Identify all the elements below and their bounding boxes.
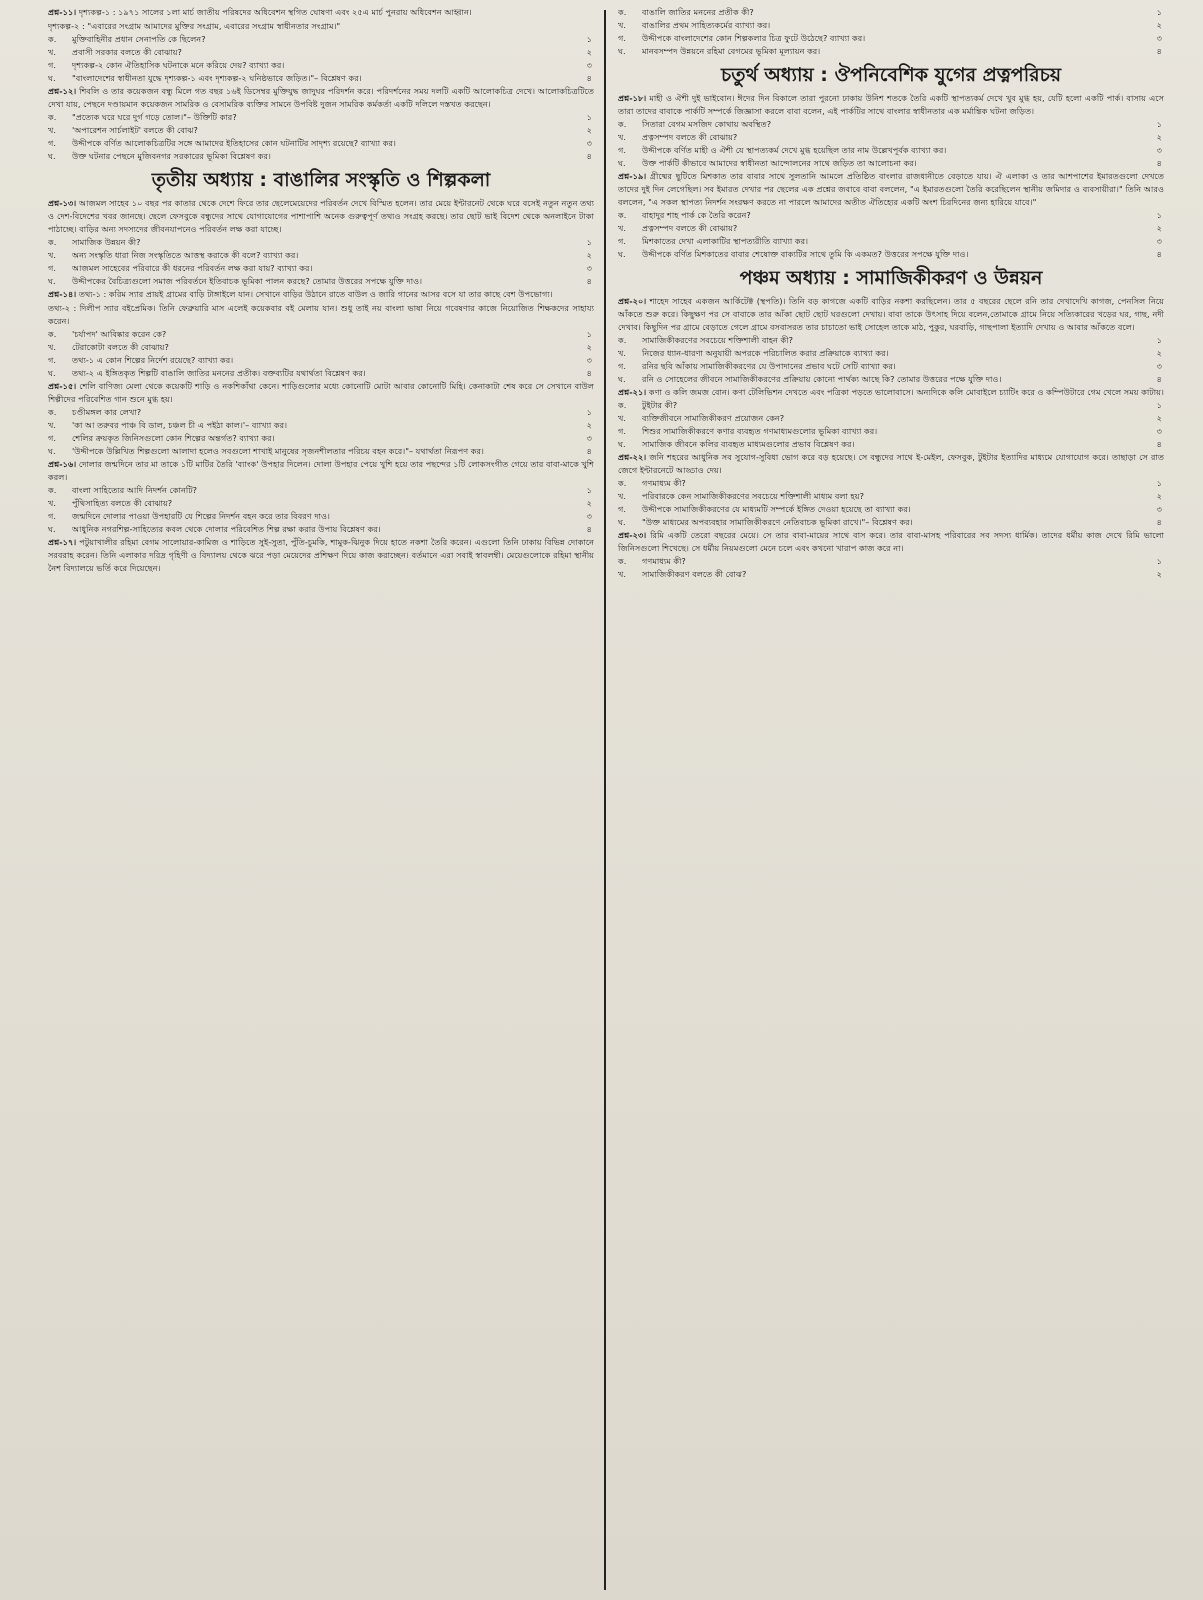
sub-question-marks: ১	[1156, 119, 1162, 129]
sub-question-prefix: ঘ.	[48, 446, 56, 456]
question-block	[48, 6, 594, 85]
sub-question	[618, 209, 1164, 222]
sub-question-marks: ৪	[1156, 439, 1162, 449]
sub-question-text: নিজের ধ্যান-ধারণা অনুযায়ী অপরকে পরিচালিত করার প্রক্রিয়াকে ব্যাখ্যা কর।	[642, 348, 889, 358]
question-label: প্রশ্ন-২৩।	[618, 530, 647, 540]
sub-question-text: আজমল সাহেবের পরিবারে কী ধরনের পরিবর্তন লক্ষ করা যায়? ব্যাখ্যা কর।	[72, 263, 313, 273]
sub-question	[48, 59, 594, 72]
sub-question-marks: ২	[586, 250, 592, 260]
sub-question-prefix: খ.	[48, 342, 56, 352]
sub-question-prefix: ক.	[48, 407, 57, 417]
sub-question-marks: ৩	[586, 355, 592, 365]
sub-question	[48, 111, 594, 124]
sub-question-text: "বাংলাদেশের স্বাধীনতা যুদ্ধে দৃশ্যকল্প-১ এবং দৃশ্যকল্প-২ ঘনিষ্ঠভাবে জড়িত।"– বিশ্লেষণ কর।	[72, 73, 362, 83]
sub-question-marks: ৩	[586, 433, 592, 443]
question-stem	[48, 536, 594, 575]
sub-question	[618, 235, 1164, 248]
sub-question-prefix: খ.	[618, 569, 626, 579]
sub-question-prefix: ঘ.	[618, 374, 626, 384]
sub-question-prefix: গ.	[48, 433, 56, 443]
question-label: প্রশ্ন-২১।	[618, 387, 647, 397]
sub-question-text: তথ্য-১ এ কোন শিল্পের নির্দেশ রয়েছে? ব্যাখ্যা কর।	[72, 355, 234, 365]
sub-question-text: শিশুর সামাজিকীকরণে কণার ব্যবহৃত গণমাধ্যমগুলোর ভূমিকা ব্যাখ্যা কর।	[642, 426, 878, 436]
question-label: প্রশ্ন-১১।	[48, 7, 77, 17]
chapter-heading: তৃতীয় অধ্যায় : বাঙালির সংস্কৃতি ও শিল্পকলা	[151, 169, 491, 191]
sub-question-marks: ৩	[1156, 145, 1162, 155]
sub-question-prefix: গ.	[48, 138, 56, 148]
sub-question	[48, 137, 594, 150]
question-stem	[618, 170, 1164, 209]
sub-question	[48, 249, 594, 262]
sub-question	[618, 399, 1164, 412]
sub-question-text: গণমাধ্যম কী?	[642, 556, 686, 566]
sub-question	[48, 419, 594, 432]
sub-question-prefix: গ.	[618, 361, 626, 371]
sub-question	[48, 236, 594, 249]
question-stem	[48, 20, 594, 33]
sub-question-text: উদ্দীপকে বর্ণিত মাহী ও ঐশী যে স্থাপত্যকর্ম দেখে মুগ্ধ হয়েছিল তার নাম উল্লেখপূর্বক ব্যাখ্যা কর।	[642, 145, 947, 155]
sub-question-text: সামাজিক জীবনে কলির ব্যবহৃত মাধ্যমগুলোর প্রভাব বিশ্লেষণ কর।	[642, 439, 855, 449]
sub-question	[618, 425, 1164, 438]
sub-question-marks: ১	[586, 329, 592, 339]
sub-question	[618, 144, 1164, 157]
stem-text: কণা ও কলি জমজ বোন। কণা টেলিভিশন দেখতে এবং পত্রিকা পড়তে ভালোবাসে। অন্যদিকে কলি মোবাইলে চ্যাটিং করে ও কম্পিউটারে গেম খেলে সময় কাটায়।	[648, 387, 1164, 397]
stem-text: আজমল সাহেব ১০ বছর পর কাতার থেকে দেশে ফিরে তার ছেলেমেয়েদের পরিবর্তন দেখে বিস্মিত হলেন। তার মেয়ে ইন্টারনেট থেকে ঘরে বসেই নতুন নতুন তথ্য ও দেশ-বিদেশের খবর জানছে। ছেলে ফেসবুকে বন্ধুদের সাথে যোগাযোগের পাশাপাশি অনেক গুরুত্বপূর্ণ তথ্যও সংগ্রহ করছে। তার ছোট ভাই বিদেশ থেকে অনলাইনে টাকা পাঠাচ্ছে। বাড়ির অন্য সদস্যদের জীবনযাপনেও পরিবর্তন লক্ষ করা যাচ্ছে।	[48, 198, 594, 234]
sub-question-marks: ১	[586, 485, 592, 495]
stem-text: মাহী ও ঐশী দুই ভাইবোন। ঈদের দিন বিকালে তারা পুরনো ঢাকায় উনিশ শতকে তৈরি একটি স্থাপত্যকর্ম দেখে খুব মুগ্ধ হয়, যেটি হলো একটি পার্ক। বাসায় এসে তারা তাদের বাবাকে পার্কটি সম্পর্কে জিজ্ঞাসা করলে বাবা বলেন, এই পার্কটির সাথে বাংলার স্বাধীনতার এক মর্মান্তিক ঘটনা জড়িত।	[618, 93, 1164, 116]
stem-text: শিবলি ও তার কয়েকজন বন্ধু মিলে গত বছর ১৬ই ডিসেম্বর মুক্তিযুদ্ধ জাদুঘর পরিদর্শন করে। পরিদর্শনের সময় দলটি একটি আলোকচিত্র দেখে। আলোকচিত্রটিতে দেখা যায়, পেছনে দণ্ডায়মান কয়েকজন সামরিক ও বেসামরিক ব্যক্তির সামনে উপবিষ্ট দুজন সামরিক কর্মকর্তা একটি দলিলে দস্তখত করছেন।	[48, 86, 594, 109]
sub-question	[48, 484, 594, 497]
sub-question-marks: ৩	[1156, 504, 1162, 514]
sub-question	[48, 124, 594, 137]
sub-question-text: মিশকাতের দেখা এলাকাটির স্থাপত্যরীতি ব্যাখ্যা কর।	[642, 236, 809, 246]
stem-text: জনি শহরের আধুনিক সব সুযোগ-সুবিধা ভোগ করে বড় হয়েছে। সে বন্ধুদের সাথে ই-মেইল, ফেসবুক, টুইটার ইত্যাদির মাধ্যমে যোগাযোগ করে। তাছাড়া সে রাত জেগে ইন্টারনেটে আড্ডাও দেয়।	[618, 452, 1164, 475]
sub-question-text: জন্মদিনে দোলার পাওয়া উপহারটি যে শিল্পের নিদর্শন বহন করে তার বিবরণ দাও।	[72, 511, 330, 521]
sub-question-text: পরিবারকে কেন সামাজিকীকরণের সবচেয়ে শক্তিশালী মাধ্যম বলা হয়?	[642, 491, 864, 501]
sub-question-marks: ৩	[586, 263, 592, 273]
stem-text: দোলার জন্মদিনে তার মা তাকে ১টি মাটির তৈরি 'ব্যাংক' উপহার দিলেন। দোলা উপহার পেয়ে খুশি হয়ে তার পছন্দের ১টি লোকসংগীত গেয়ে তার বাবা-মাকে খুশি করল।	[48, 459, 594, 482]
question-stem	[618, 92, 1164, 118]
sub-question-text: 'অপারেশন সার্চলাইট' বলতে কী বোঝ?	[72, 125, 198, 135]
sub-question-marks: ১	[1156, 478, 1162, 488]
sub-question-marks: ৪	[1156, 158, 1162, 168]
sub-question-text: প্রত্নসম্পদ বলতে কী বোঝায়?	[642, 132, 738, 142]
sub-question-prefix: ঘ.	[48, 151, 56, 161]
sub-question-text: উক্ত পার্কটি কীভাবে আমাদের স্বাধীনতা আন্দোলনের সাথে জড়িত তা আলোচনা কর।	[642, 158, 917, 168]
sub-question-text: ব্যক্তিজীবনে সামাজিকীকরণ প্রয়োজন কেন?	[642, 413, 785, 423]
sub-question-text: বাঙালির প্রথম সাহিত্যকর্মের ব্যাখ্যা কর।	[642, 20, 771, 30]
sub-question-marks: ১	[1156, 335, 1162, 345]
sub-question-marks: ৪	[1156, 46, 1162, 56]
sub-question-text: বাংলা সাহিত্যের আদি নিদর্শন কোনটি?	[72, 485, 197, 495]
sub-question	[48, 354, 594, 367]
sub-question	[618, 32, 1164, 45]
sub-question-marks: ৪	[1156, 374, 1162, 384]
sub-question-marks: ২	[1156, 413, 1162, 423]
question-block	[618, 386, 1164, 451]
sub-question-prefix: খ.	[618, 413, 626, 423]
question-stem	[618, 529, 1164, 555]
sub-question-text: টুইটার কী?	[642, 400, 678, 410]
sub-question-marks: ৪	[586, 151, 592, 161]
sub-question	[618, 334, 1164, 347]
sub-question-prefix: ক.	[618, 556, 627, 566]
question-stem	[48, 302, 594, 328]
question-block	[618, 451, 1164, 529]
sub-question-text: মুক্তিবাহিনীর প্রধান সেনাপতি কে ছিলেন?	[72, 34, 206, 44]
sub-question-prefix: গ.	[618, 145, 626, 155]
sub-question	[48, 341, 594, 354]
sub-question-marks: ২	[1156, 491, 1162, 501]
sub-question-marks: ২	[586, 498, 592, 508]
question-label: প্রশ্ন-২২।	[618, 452, 647, 462]
sub-question-prefix: খ.	[618, 132, 626, 142]
sub-question-prefix: ক.	[618, 210, 627, 220]
sub-question-prefix: খ.	[618, 491, 626, 501]
stem-text: তথ্য-২ : দিলীপ স্যার বইপ্রেমিক। তিনি ফেব্রুয়ারি মাস এলেই কয়েকবার বই মেলায় যান। শুধু তাই নয় বাংলা ভাষা নিয়ে গবেষণার কাজে নিয়োজিত শিক্ষকদের সাহায্য করেন।	[48, 303, 594, 326]
sub-question	[618, 503, 1164, 516]
sub-question-marks: ৩	[1156, 236, 1162, 246]
sub-question-prefix: ঘ.	[48, 73, 56, 83]
sub-question-marks: ৪	[586, 446, 592, 456]
sub-question-prefix: গ.	[618, 33, 626, 43]
sub-question	[618, 360, 1164, 373]
stem-text: দৃশ্যকল্প-২ : "এবারের সংগ্রাম আমাদের মুক্তির সংগ্রাম, এবারের সংগ্রাম স্বাধীনতার সংগ্রাম।"	[48, 21, 341, 31]
sub-question-text: "উক্ত মাধ্যমের অপব্যবহার সামাজিকীকরণে নেতিবাচক ভূমিকা রাখে।"– বিশ্লেষণ কর।	[642, 517, 913, 527]
sub-question	[618, 19, 1164, 32]
sub-question-text: 'কা আ তরুবর পাঞ্চ বি ডাল, চঞ্চল চী এ পইঠা কাল।'– ব্যাখ্যা কর।	[72, 420, 288, 430]
sub-question-text: আধুনিক নগরশিল্প-সাহিত্যের কবল থেকে দোলার পরিবেশিত শিল্প রক্ষা করার উপায় বিশ্লেষণ কর।	[72, 524, 381, 534]
sub-question-prefix: খ.	[618, 223, 626, 233]
sub-question-marks: ৩	[586, 138, 592, 148]
sub-question	[618, 118, 1164, 131]
sub-question-text: শেলির ক্রয়কৃত জিনিসগুলো কোন শিল্পের অন্তর্গত? ব্যাখ্যা কর।	[72, 433, 275, 443]
question-block	[618, 6, 1164, 58]
sub-question-text: প্রবাসী সরকার বলতে কী বোঝায়?	[72, 47, 182, 57]
sub-question-text: টেরাকোটা বলতে কী বোঝায়?	[72, 342, 169, 352]
sub-question-prefix: খ.	[48, 498, 56, 508]
sub-question-marks: ১	[586, 112, 592, 122]
left-column	[48, 6, 604, 1600]
sub-question-marks: ২	[586, 342, 592, 352]
chapter-heading: পঞ্চম অধ্যায় : সামাজিকীকরণ ও উন্নয়ন	[739, 267, 1043, 289]
sub-question	[48, 497, 594, 510]
sub-question-marks: ৩	[1156, 33, 1162, 43]
sub-question-marks: ১	[1156, 556, 1162, 566]
sub-question-marks: ২	[1156, 348, 1162, 358]
sub-question-prefix: খ.	[48, 125, 56, 135]
sub-question-text: উদ্দীপকে বর্ণিত মিশকাতের বাবার শেষোক্ত বাক্যটির সাথে তুমি কি একমত? উত্তরের সপক্ষে যুক্তি দাও।	[642, 249, 969, 259]
question-label: প্রশ্ন-১৬।	[48, 459, 77, 469]
stem-text: তথ্য-১ : করিম স্যার প্রায়ই গ্রামের বাড়ি টাঙ্গাইলে যান। সেখানে বাড়ির উঠানে রাতে বাউল ও জারি গানের আসর বসে যা তার কাছে বেশ উপভোগ্য।	[78, 289, 553, 299]
question-stem	[48, 6, 594, 19]
sub-question	[48, 328, 594, 341]
sub-question-prefix: খ.	[48, 250, 56, 260]
question-label: প্রশ্ন-১৮।	[618, 93, 647, 103]
question-label: প্রশ্ন-১৭।	[48, 537, 77, 547]
question-block	[618, 295, 1164, 386]
sub-question	[48, 46, 594, 59]
question-stem	[48, 288, 594, 301]
sub-question	[618, 6, 1164, 19]
sub-question	[618, 45, 1164, 58]
question-block	[618, 170, 1164, 261]
sub-question-text: চণ্ডীমঙ্গল কার লেখা?	[72, 407, 142, 417]
sub-question-prefix: ক.	[48, 34, 57, 44]
sub-question-prefix: ঘ.	[618, 158, 626, 168]
sub-question-prefix: ঘ.	[618, 46, 626, 56]
sub-question-text: মানবসম্পদ উন্নয়নে রহিমা বেগমের ভূমিকা মূল্যায়ন কর।	[642, 46, 821, 56]
sub-question-prefix: ক.	[48, 485, 57, 495]
sub-question-marks: ২	[1156, 569, 1162, 579]
question-stem	[48, 380, 594, 406]
sub-question-marks: ৩	[586, 60, 592, 70]
sub-question-prefix: ঘ.	[618, 249, 626, 259]
sub-question-marks: ৪	[586, 73, 592, 83]
sub-question-marks: ১	[1156, 400, 1162, 410]
sub-question-prefix: গ.	[618, 426, 626, 436]
question-stem	[48, 85, 594, 111]
sub-question-marks: ৩	[1156, 361, 1162, 371]
sub-question-text: উক্ত ঘটনার পেছনে মুজিবনগর সরকারের ভূমিকা বিশ্লেষণ কর।	[72, 151, 271, 161]
sub-question	[618, 248, 1164, 261]
sub-question	[48, 367, 594, 380]
sub-question-marks: ১	[586, 407, 592, 417]
sub-question	[618, 555, 1164, 568]
sub-question-prefix: ক.	[48, 237, 57, 247]
question-label: প্রশ্ন-১৫।	[48, 381, 77, 391]
sub-question-text: গণমাধ্যম কী?	[642, 478, 686, 488]
sub-question-text: প্রত্নসম্পদ বলতে কী বোঝায়?	[642, 223, 738, 233]
sub-question	[48, 432, 594, 445]
sub-question-marks: ৩	[586, 511, 592, 521]
sub-question-prefix: ঘ.	[48, 368, 56, 378]
sub-question-text: উদ্দীপকে সামাজিকীকরণের যে মাধ্যমটি সম্পর্কে ইঙ্গিত দেওয়া হয়েছে তা ব্যাখ্যা কর।	[642, 504, 911, 514]
sub-question-marks: ২	[1156, 132, 1162, 142]
sub-question-marks: ৪	[586, 524, 592, 534]
sub-question-text: সামাজিকীকরণ বলতে কী বোঝ?	[642, 569, 747, 579]
sub-question	[48, 523, 594, 536]
sub-question-text: উদ্দীপকে বর্ণিত আলোকচিত্রটির সঙ্গে আমাদের ইতিহাসের কোন ঘটনাটির সাদৃশ্য রয়েছে? ব্যাখ্যা কর।	[72, 138, 396, 148]
sub-question-prefix: গ.	[618, 504, 626, 514]
sub-question-marks: ২	[586, 47, 592, 57]
sub-question-prefix: ঘ.	[618, 517, 626, 527]
sub-question-prefix: ক.	[618, 335, 627, 345]
sub-question-prefix: গ.	[618, 236, 626, 246]
sub-question-text: দৃশ্যকল্প-২ কোন ঐতিহাসিক ঘটনাকে মনে করিয়ে দেয়? ব্যাখ্যা কর।	[72, 60, 285, 70]
sub-question-marks: ১	[1156, 7, 1162, 17]
sub-question	[618, 412, 1164, 425]
sub-question-text: পুঁথিসাহিত্য বলতে কী বোঝায়?	[72, 498, 173, 508]
sub-question-marks: ৪	[1156, 249, 1162, 259]
sub-question	[618, 438, 1164, 451]
sub-question	[48, 445, 594, 458]
sub-question-prefix: ঘ.	[618, 439, 626, 449]
sub-question-prefix: গ.	[48, 511, 56, 521]
sub-question-prefix: ঘ.	[48, 524, 56, 534]
sub-question-text: অন্য সংস্কৃতি ধারা নিজ সংস্কৃতিতে আত্তস্থ করাকে কী বলে? ব্যাখ্যা কর।	[72, 250, 299, 260]
sub-question-prefix: গ.	[48, 263, 56, 273]
sub-question-text: সামাজিকীকরণের সবচেয়ে শক্তিশালী বাহন কী?	[642, 335, 793, 345]
sub-question-marks: ৪	[586, 368, 592, 378]
sub-question-prefix: খ.	[48, 420, 56, 430]
sub-question	[618, 347, 1164, 360]
sub-question-marks: ২	[586, 125, 592, 135]
question-stem	[618, 295, 1164, 334]
sub-question	[48, 406, 594, 419]
sub-question-prefix: খ.	[48, 47, 56, 57]
sub-question-prefix: গ.	[48, 355, 56, 365]
sub-question-marks: ৪	[586, 276, 592, 286]
question-stem	[618, 386, 1164, 399]
question-label: প্রশ্ন-১৯।	[618, 171, 647, 181]
stem-text: রিমি একটি তেরো বছরের মেয়ে। সে তার বাবা-মায়ের সাথে বাস করে। তার বাবা-মাসহ পরিবারের সব সদস্য ধার্মিক। তাদের ধর্মীয় কাজ দেখে রিমি ভালো জিনিসগুলো শিখেছে। সে ধর্মীয় নিয়মগুলো মেনে চলে এবং কখনো খারাপ কাজ করে না।	[618, 530, 1164, 553]
question-label: প্রশ্ন-১৪।	[48, 289, 77, 299]
sub-question-text: 'চর্যাপদ' আবিষ্কার করেন কে?	[72, 329, 167, 339]
right-column	[606, 6, 1164, 1600]
sub-question-prefix: ক.	[618, 119, 627, 129]
question-block	[618, 529, 1164, 581]
sub-question	[618, 477, 1164, 490]
sub-question-prefix: ক.	[618, 478, 627, 488]
sub-question-marks: ২	[1156, 20, 1162, 30]
sub-question-text: উদ্দীপকে বাংলাদেশের কোন শিল্পকলার চিত্র ফুটে উঠেছে? ব্যাখ্যা কর।	[642, 33, 866, 43]
sub-question	[48, 262, 594, 275]
sub-question-text: 'উদ্দীপকে উল্লিখিত শিল্পগুলো আলাদা হলেও সবগুলো শাখাই মানুষের সৃজনশীলতার পরিচয় বহন করে।"– যথার্থতা নিরূপণ কর।	[72, 446, 484, 456]
sub-question-text: "প্রত্যেক ঘরে ঘরে দুর্গ গড়ে তোল।"– উক্তিটি কার?	[72, 112, 237, 122]
question-stem	[48, 197, 594, 236]
sub-question-text: বাহাদুর শাহ পার্ক কে তৈরি করেন?	[642, 210, 751, 220]
question-block	[48, 536, 594, 575]
sub-question	[618, 373, 1164, 386]
sub-question-marks: ৩	[1156, 426, 1162, 436]
sub-question-marks: ২	[586, 420, 592, 430]
chapter-heading: চতুর্থ অধ্যায় : ঔপনিবেশিক যুগের প্রত্নপরিচয়	[720, 64, 1062, 86]
sub-question	[618, 131, 1164, 144]
sub-question-prefix: ক.	[48, 329, 57, 339]
sub-question	[618, 490, 1164, 503]
sub-question-marks: ৪	[1156, 517, 1162, 527]
stem-text: শাহেদ সাহেব একজন আর্কিটেক্ট (স্থপতি)। তিনি বড় কাগজে একটি বাড়ির নকশা করছিলেন। তার ৫ বছরের ছেলে রনি তার দেখাদেখি কাগজ, পেনসিল নিয়ে আঁকতে শুরু করে। কিছুক্ষণ পর সে বাবাকে তার আঁকা ছোট ছোট ঘরগুলো দেখায়। বাবা তাকে উৎসাহ দিয়ে বলেন,তোমাকে গ্রামে নিয়ে সত্যিকারের খড়ের ঘর, গাছ, নদী দেখাব। কিছুদিন পর গ্রামে বেড়াতে গেলে গ্রামে বসবাসরত তার চাচাতো ভাই সোহেল তাকে মাঠ, পুকুর, ঘরবাড়ি, গাছপালা ইত্যাদি দেখায় ও আবার আঁকতে বলে।	[618, 296, 1164, 332]
sub-question-prefix: ক.	[618, 400, 627, 410]
sub-question-text: সামাজিক উন্নয়ন কী?	[72, 237, 141, 247]
sub-question	[48, 72, 594, 85]
sub-question	[618, 157, 1164, 170]
question-label: প্রশ্ন-১৩।	[48, 198, 77, 208]
question-block	[618, 92, 1164, 170]
sub-question	[48, 33, 594, 46]
question-block	[48, 380, 594, 458]
sub-question-text: সিতারা বেগম মসজিদ কোথায় অবস্থিত?	[642, 119, 772, 129]
question-block	[48, 197, 594, 288]
sub-question	[618, 516, 1164, 529]
sub-question-marks: ১	[1156, 210, 1162, 220]
sub-question-prefix: খ.	[618, 348, 626, 358]
sub-question-text: উদ্দীপকের বৈচিত্র্যগুলো সমাজ পরিবর্তনে ইতিবাচক ভূমিকা পালন করছে? তোমার উত্তরের সপক্ষে যুক্তি দাও।	[72, 276, 423, 286]
sub-question	[618, 568, 1164, 581]
question-label: প্রশ্ন-১২।	[48, 86, 77, 96]
sub-question-prefix: গ.	[48, 60, 56, 70]
sub-question-text: তথ্য-২ এ ইঙ্গিতকৃত শিল্পটি বাঙালি জাতির মননের প্রতীক। বক্তব্যটির যথার্থতা বিশ্লেষণ কর।	[72, 368, 366, 378]
sub-question-prefix: খ.	[618, 20, 626, 30]
question-stem	[618, 451, 1164, 477]
question-stem	[48, 458, 594, 484]
stem-text: পটুয়াখালীর রহিমা বেগম সালোয়ার-কামিজ ও শাড়িতে সুই-সুতা, পুঁতি-চুমকি, শামুক-ঝিনুক দিয়ে হাতে নকশা তৈরি করেন। এগুলো তিনি ঢাকায় বিভিন্ন দোকানে সরবরাহ করেন। তিনি এলাকার দরিদ্র গৃহিণী ও বিদ্যালয় থেকে ঝরে পড়া মেয়েদের প্রশিক্ষণ দিয়ে কাজ করাচ্ছেন। বর্তমানে এরা সবাই স্বাবলম্বী। মেয়েগুলোকে রহিমা স্থানীয় নৈশ বিদ্যালয়ে ভর্তি করে দিয়েছেন।	[48, 537, 594, 573]
question-block	[48, 85, 594, 163]
sub-question-text: রনির ছবি আঁকায় সামাজিকীকরণের যে উপাদানের প্রভাব ঘটে সেটি ব্যাখ্যা কর।	[642, 361, 896, 371]
question-block	[48, 458, 594, 536]
stem-text: দৃশ্যকল্প-১ : ১৯৭১ সালের ১লা মার্চ জাতীয় পরিষদের অধিবেশন স্থগিত ঘোষণা এবং ২৫এ মার্চ পুনরায় অধিবেশন আহ্বান।	[78, 7, 472, 17]
stem-text: গ্রীষ্মের ছুটিতে মিশকাত তার বাবার সাথে সুলতানি আমলে প্রতিষ্ঠিত বাংলার রাজধানীতে বেড়াতে যায়। ঐ এলাকা ও তার আশপাশের ইমারতগুলো দেখতে তাদের দুই দিন লেগেছিল। সব ইমারত দেখার পর ছেলের এক প্রশ্নের জবাবে বাবা বললেন, "এ ইমারতগুলো তৈরি করেছিলেন স্থানীয় জমিদার ও ব্যবসায়ীরা।" তিনি আরও বললেন, "এ সকল স্থাপত্য নিদর্শন সংরক্ষণ করতে না পারলে আমাদের অতীত ঐতিহ্যের একটি অংশ চিরদিনের জন্য হারিয়ে যাবে।"	[618, 171, 1164, 207]
sub-question-prefix: ক.	[48, 112, 57, 122]
stem-text: শেলি বাণিজ্য মেলা থেকে কয়েকটি শাড়ি ও নকশিকাঁথা কেনে। শাড়িগুলোর মধ্যে কোনোটি মোটা আবার কোনোটি মিহি। কেনাকাটা শেষ করে সে সেখানে বাউল শিল্পীদের পরিবেশিত গান শুনে মুগ্ধ হয়।	[48, 381, 594, 404]
sub-question	[48, 150, 594, 163]
question-label: প্রশ্ন-২০।	[618, 296, 647, 306]
sub-question-prefix: ঘ.	[48, 276, 56, 286]
sub-question-marks: ১	[586, 237, 592, 247]
sub-question-text: বাঙালি জাতির মননের প্রতীক কী?	[642, 7, 754, 17]
sub-question	[618, 222, 1164, 235]
sub-question	[48, 275, 594, 288]
sub-question-marks: ১	[586, 34, 592, 44]
sub-question	[48, 510, 594, 523]
sub-question-prefix: ক.	[618, 7, 627, 17]
question-block	[48, 288, 594, 380]
sub-question-marks: ২	[1156, 223, 1162, 233]
sub-question-text: রনি ও সোহেলের জীবনে সামাজিকীকরণের প্রক্রিয়ায় কোনো পার্থক্য আছে কি? তোমার উত্তরের পক্ষে যুক্তি দাও।	[642, 374, 1002, 384]
